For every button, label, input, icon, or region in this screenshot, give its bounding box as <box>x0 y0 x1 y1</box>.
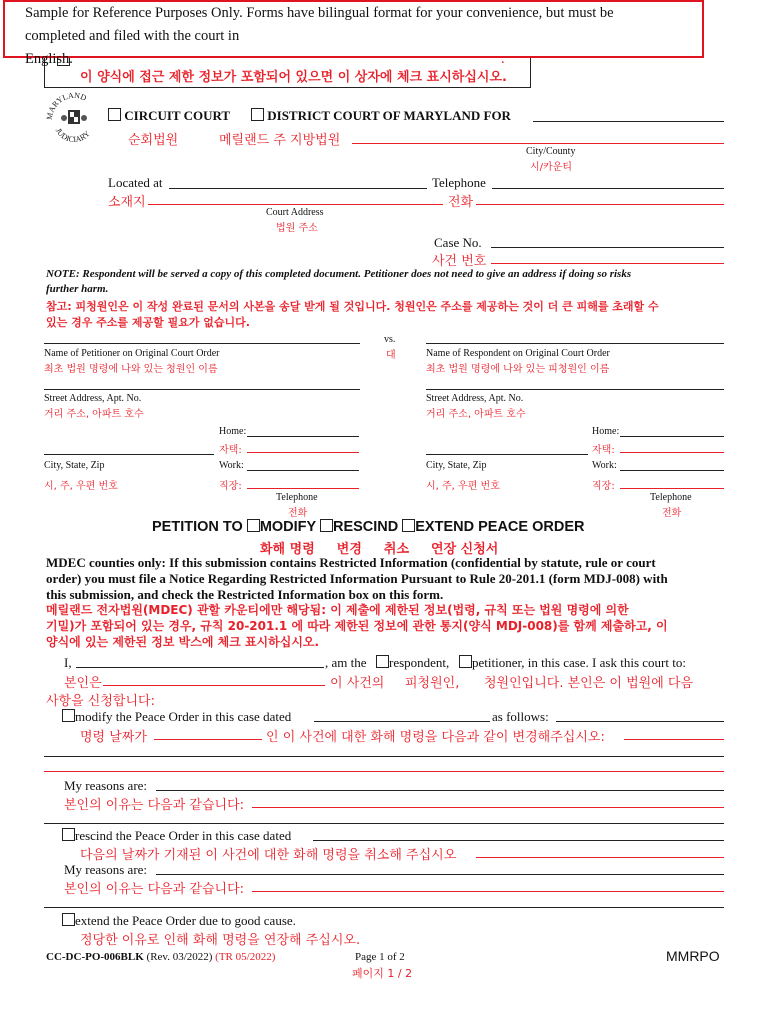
petitioner-work-line[interactable] <box>247 470 359 471</box>
note-en-2: further harm. <box>46 283 109 295</box>
respondent-city-label: City, State, Zip <box>426 460 487 471</box>
petitioner-name-line[interactable] <box>44 343 360 344</box>
restricted-info-ko: 이 양식에 접근 제한 정보가 포함되어 있으면 이 상자에 체크 표시하십시오. <box>80 70 507 85</box>
petitioner-telephone-label: Telephone <box>276 492 318 503</box>
circuit-court-checkbox[interactable] <box>108 108 121 121</box>
modify-reasons-line-1[interactable] <box>156 790 724 791</box>
court-city-line[interactable] <box>533 121 724 122</box>
petitioner-home-label: Home: <box>219 426 247 437</box>
sample-banner <box>3 0 704 67</box>
maryland-judiciary-seal <box>44 88 104 148</box>
mdec-en-2: order) you must file a Notice Regarding Restricted Information Pursuant to Rule 20-201.1 (form MDJ-008) with <box>46 571 668 586</box>
restricted-box-bottom <box>44 87 531 88</box>
respondent-city-ko: 시, 주, 우편 번호 <box>426 481 500 492</box>
banner-line-1: Sample for Reference Purposes Only. Forms have bilingual format for your convenience, but must be <box>25 5 614 21</box>
respondent-checkbox[interactable] <box>376 655 389 668</box>
petitioner-city-line[interactable] <box>44 454 214 455</box>
respondent-telephone-ko: 전화 <box>662 508 682 519</box>
statement-ko-case: 이 사건의 <box>330 676 385 691</box>
svg-text:JUDICIARY <box>54 127 92 145</box>
court-telephone-label: Telephone <box>432 175 486 190</box>
case-no-label: Case No. <box>434 235 482 250</box>
district-court-option[interactable]: DISTRICT COURT OF MARYLAND FOR <box>251 108 511 124</box>
modify-details-line-3 <box>44 771 724 772</box>
respondent-home-label: Home: <box>592 426 620 437</box>
court-telephone-ko: 전화 <box>448 195 474 210</box>
respondent-home-ko: 자택: <box>592 445 615 456</box>
title-modify-checkbox[interactable] <box>247 519 260 532</box>
note-ko-2: 있는 경우 주소를 제공할 필요가 없습니다. <box>46 316 250 329</box>
rescind-reasons-line-ko <box>252 891 724 892</box>
modify-reasons-line-2[interactable] <box>44 823 724 824</box>
mdec-ko-1: 메릴랜드 전자법원(MDEC) 관할 카운티에만 해당됨: 이 제출에 제한된 정보(법령, 규칙 또는 법원 명령에 의한 <box>46 603 629 617</box>
modify-details-line-2[interactable] <box>44 756 724 757</box>
petitioner-street-ko: 거리 주소, 아파트 호수 <box>44 409 144 420</box>
circuit-court-option[interactable]: CIRCUIT COURT <box>108 108 230 124</box>
statement-ko-resp: 피청원인, <box>405 676 460 691</box>
modify-details-line-ko <box>624 739 724 740</box>
respondent-city-line[interactable] <box>426 454 588 455</box>
court-city-line-ko <box>352 143 724 144</box>
seal-bottom-text: JUDICIARY <box>53 126 92 145</box>
modify-date-line-ko <box>154 739 262 740</box>
court-telephone-line[interactable] <box>492 188 724 189</box>
petitioner-home-ko: 자택: <box>219 445 242 456</box>
court-address-label: Court Address <box>266 207 324 218</box>
respondent-work-label: Work: <box>592 460 617 471</box>
petitioner-city-label: City, State, Zip <box>44 460 105 471</box>
petitioner-work-ko: 직장: <box>219 481 242 492</box>
petitioner-telephone-ko: 전화 <box>288 508 308 519</box>
petition-title: PETITION TO MODIFY RESCIND EXTEND PEACE ORDER <box>152 519 585 535</box>
rescind-reasons-ko: 본인의 이유는 다음과 같습니다: <box>64 882 245 897</box>
footer-form-code: MMRPO <box>666 948 720 964</box>
respondent-street-label: Street Address, Apt. No. <box>426 393 524 404</box>
respondent-street-ko: 거리 주소, 아파트 호수 <box>426 409 526 420</box>
respondent-name-line[interactable] <box>426 343 724 344</box>
rescind-reasons-label: My reasons are: <box>64 862 148 877</box>
respondent-home-line[interactable] <box>620 436 724 437</box>
modify-reasons-line-ko <box>252 807 724 808</box>
respondent-work-line-ko <box>620 488 724 489</box>
extend-checkbox[interactable] <box>62 913 75 926</box>
respondent-telephone-label: Telephone <box>650 492 692 503</box>
modify-ko-b: 인 이 사건에 대한 화해 명령을 다음과 같이 변경해주십시오: <box>266 730 605 745</box>
rescind-date-line-ko <box>476 857 724 858</box>
petitioner-option[interactable]: petitioner, in this case. I ask this court to: <box>459 655 686 671</box>
case-no-line[interactable] <box>491 247 724 248</box>
petitioner-checkbox[interactable] <box>459 655 472 668</box>
rescind-checkbox[interactable] <box>62 828 75 841</box>
court-address-ko: 법원 주소 <box>276 223 318 234</box>
rescind-date-line[interactable] <box>313 840 724 841</box>
vs-ko: 대 <box>386 350 396 361</box>
court-address-line-ko <box>148 204 443 205</box>
modify-reasons-label: My reasons are: <box>64 778 148 793</box>
petitioner-name-ko: 최초 법원 명령에 나와 있는 청원인 이름 <box>44 364 218 375</box>
statement-i: I, <box>64 655 72 670</box>
district-court-checkbox[interactable] <box>251 108 264 121</box>
mdec-en-1: MDEC counties only: If this submission contains Restricted Information (confidential by statute, rule or court <box>46 555 656 570</box>
city-county-label: City/County <box>526 146 576 157</box>
statement-ko-tail: 사항을 신청합니다: <box>46 694 155 709</box>
respondent-option[interactable]: respondent, <box>376 655 449 671</box>
mdec-ko-3: 양식에 있는 제한된 정보 박스에 체크 표시하십시오. <box>46 635 320 649</box>
mdec-en-3: this submission, and check the Restricted Information box on this form. <box>46 587 444 602</box>
banner-line-2: completed and filed with the court in English. . <box>25 28 505 67</box>
note-en-1: NOTE: Respondent will be served a copy of this completed document. Petitioner does not need to give an address if doing so risks <box>46 268 632 280</box>
title-extend-checkbox[interactable] <box>402 519 415 532</box>
located-at-ko: 소재지 <box>108 195 146 210</box>
title-rescind-checkbox[interactable] <box>320 519 333 532</box>
modify-as-follows: as follows: <box>492 709 549 724</box>
rescind-option[interactable]: rescind the Peace Order in this case dated <box>62 828 291 844</box>
respondent-work-line[interactable] <box>620 470 724 471</box>
petitioner-street-line[interactable] <box>44 389 360 390</box>
name-line-ko <box>103 685 325 686</box>
statement-am-the: , am the <box>325 655 367 670</box>
petitioner-work-label: Work: <box>219 460 244 471</box>
circuit-court-ko: 순회법원 <box>128 133 179 148</box>
petitioner-home-line-ko <box>247 452 359 453</box>
modify-ko-a: 명령 날짜가 <box>80 730 147 745</box>
petition-title-ko: 화해 명령 변경 취소 연장 신청서 <box>260 542 499 557</box>
petitioner-street-label: Street Address, Apt. No. <box>44 393 142 404</box>
statement-ko-pet: 청원인입니다. 본인은 이 법원에 다음 <box>484 676 694 691</box>
city-county-ko: 시/카운티 <box>530 162 573 173</box>
case-no-ko: 사건 번호 <box>432 254 487 269</box>
modify-date-line[interactable] <box>314 721 490 722</box>
modify-checkbox[interactable] <box>62 709 75 722</box>
modify-details-line-1[interactable] <box>556 721 724 722</box>
respondent-name-ko: 최초 법원 명령에 나와 있는 피청원인 이름 <box>426 364 610 375</box>
district-court-ko: 메릴랜드 주 지방법원 <box>219 133 341 148</box>
extend-option[interactable]: extend the Peace Order due to good cause. <box>62 913 296 929</box>
respondent-home-line-ko <box>620 452 724 453</box>
vs-label: vs. <box>384 334 396 345</box>
seal-top-text: MARYLAND <box>44 90 88 121</box>
footer-page-ko: 페이지 1 / 2 <box>352 967 413 980</box>
svg-text:MARYLAND <box>45 91 88 121</box>
modify-reasons-ko: 본인의 이유는 다음과 같습니다: <box>64 798 245 813</box>
statement-ko-i: 본인은 <box>64 676 102 691</box>
note-ko-1: 참고: 피청원인은 이 작성 완료된 문서의 사본을 송달 받게 될 것입니다. 청원인은 주소를 제공하는 것이 더 큰 피해를 초래할 수 <box>46 300 659 313</box>
petitioner-home-line[interactable] <box>247 436 359 437</box>
petitioner-work-line-ko <box>247 488 359 489</box>
footer-form-id: CC-DC-PO-006BLK (Rev. 03/2022) (TR 05/2022) <box>46 951 276 963</box>
respondent-street-line[interactable] <box>426 389 724 390</box>
petitioner-name-label: Name of Petitioner on Original Court Order <box>44 348 220 359</box>
located-at-label: Located at <box>108 175 163 190</box>
extend-ko: 정당한 이유로 인해 화해 명령을 연장해 주십시오. <box>80 933 361 948</box>
footer-page: Page 1 of 2 <box>355 951 405 963</box>
name-line[interactable] <box>76 667 324 668</box>
respondent-work-ko: 직장: <box>592 481 615 492</box>
respondent-name-label: Name of Respondent on Original Court Order <box>426 348 610 359</box>
case-no-line-ko <box>491 263 724 264</box>
petitioner-city-ko: 시, 주, 우편 번호 <box>44 481 118 492</box>
rescind-reasons-line-2[interactable] <box>44 907 724 908</box>
court-address-line[interactable] <box>169 188 427 189</box>
modify-option[interactable]: modify the Peace Order in this case dated <box>62 709 291 725</box>
mdec-ko-2: 기밀)가 포함되어 있는 경우, 규칙 20-201.1 에 따라 제한된 정보에 관한 통지(양식 MDJ-008)를 함께 제출하고, 이 <box>46 619 668 633</box>
rescind-reasons-line-1[interactable] <box>156 874 724 875</box>
court-telephone-line-ko <box>476 204 724 205</box>
rescind-ko: 다음의 날짜가 기재된 이 사건에 대한 화해 명령을 취소해 주십시오 <box>80 848 457 863</box>
